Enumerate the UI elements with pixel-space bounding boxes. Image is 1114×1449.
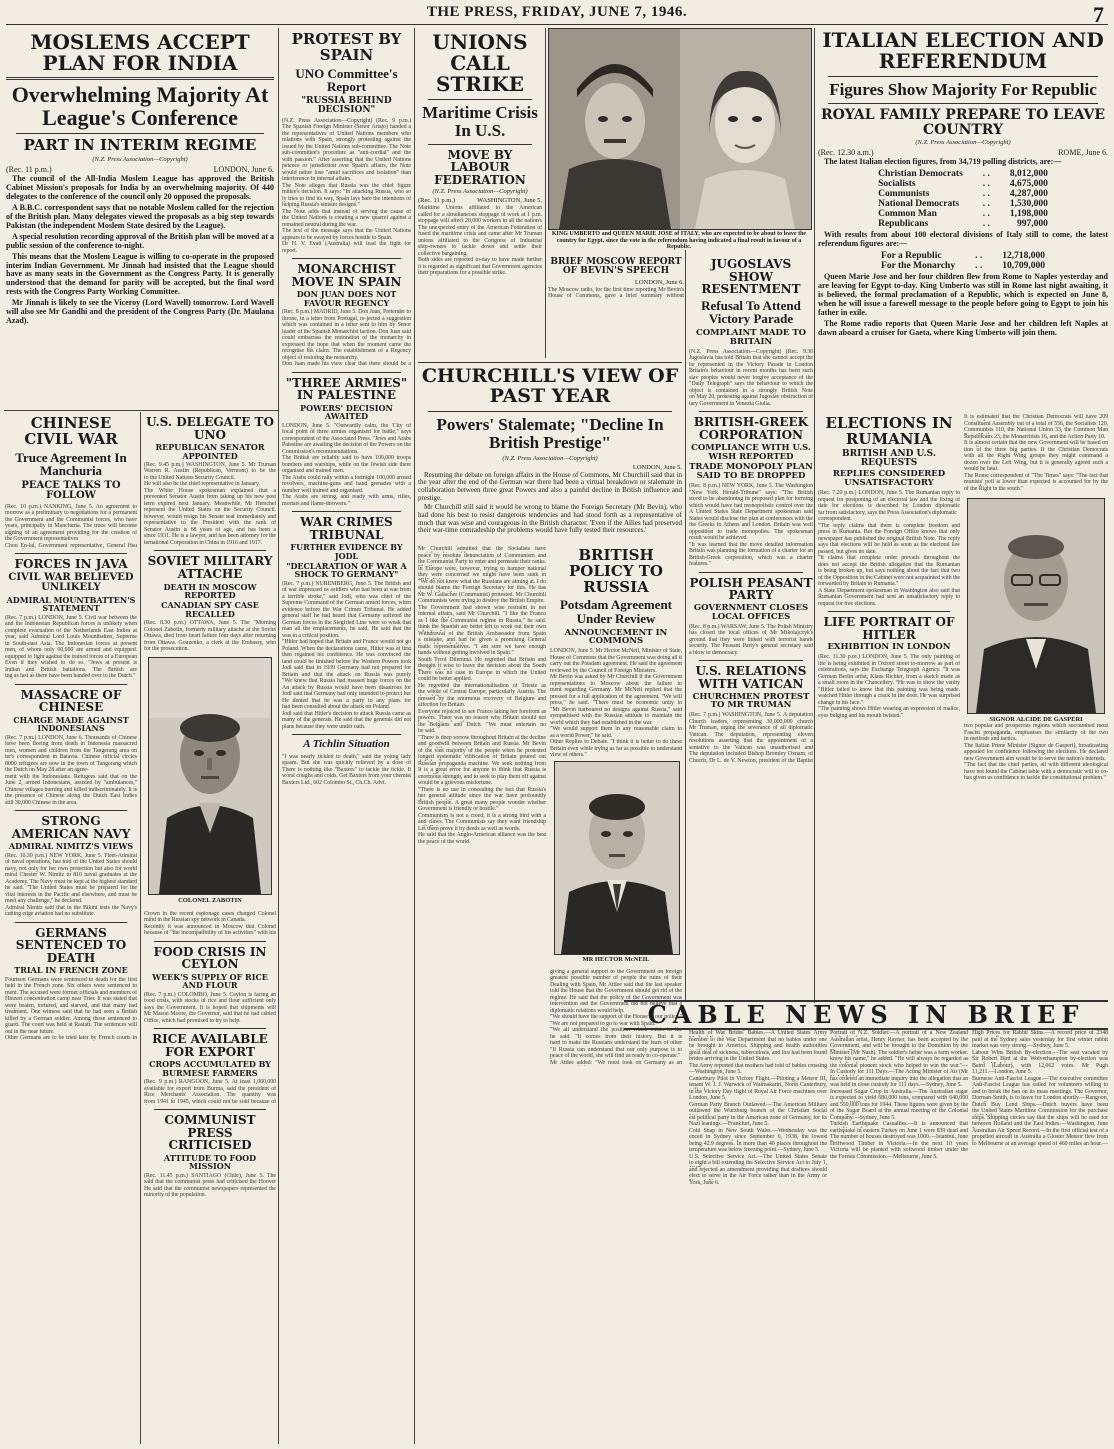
gasperi-column: [964, 414, 1108, 998]
dateline-place: WASHINGTON, June 5.: [477, 197, 542, 205]
potsdam-column: [550, 546, 682, 1444]
communist-press-headline: COMMUNIST PRESS CRITICISED: [164, 1113, 256, 1153]
romania-subdeck: REPLIES CONSIDERED UNSATISFACTORY: [832, 469, 946, 489]
referendum-result-label: For the Monarchy: [881, 261, 956, 272]
potsdam-headline: BRITISH POLICY TO RUSSIA: [568, 546, 663, 596]
italy-subhead: Figures Show Majority For Republic: [829, 80, 1097, 99]
royal-photo-caption: KING UMBERTO and QUEEN MARIE JOSE of ITALY, who are expected to be about to leave the country for Egypt, since the vote in the referendum having indicated a final result in favour of a Republic.: [551, 231, 807, 251]
column-yugo: [689, 256, 813, 998]
section-rule: [4, 410, 278, 411]
churchill-headline: CHURCHILL'S VIEW OF PAST YEAR: [421, 365, 679, 407]
election-result-label: Christian Democrats: [878, 169, 963, 180]
article-text: (Rec. 8 p.m.) MADRID, June 5. Don Juan, Pretender to throne, in a letter from Portugal, re-jected a suggestion which was contained in a letter sent to him by Senor leader of the Spanish Monarchist faction. Don Juan said could embarrass the restoration of the monarchy in expressed the hope that when the moment came the recognise his claim. The establishment of a Regency object of restoring the monarchy. Don Juan made his view clear that there should be a: [282, 309, 411, 368]
navy-headline: STRONG AMERICAN NAVY: [11, 814, 131, 841]
navy-deck: ADMIRAL NIMITZ'S VIEWS: [8, 841, 134, 852]
press-credit: (N.Z. Press Association—Copyright): [432, 188, 528, 196]
column-rule: [278, 28, 279, 1444]
greek-deck: COMPLIANCE WITH U.S. WISH REPORTED: [691, 442, 811, 462]
tichlin-headline: A Tichlin Situation: [303, 738, 390, 751]
zabotin-photo-wrap: [144, 653, 276, 911]
paragraph: Mr Jinnah is likely to see the Viceroy (Lord Wavell) tomorrow. Lord Wavell will also see Mr Gandhi and the president of the Congress Party (Dr. Maulana Azad).: [6, 298, 274, 326]
election-result-votes: 4,287,000: [1009, 189, 1048, 200]
article-text: Crown in the recent espionage cases charged Colonel mind in the Russian spy network in Canada. Recently it was announced in Moscow that Colonel because of "the incompatibility of his activities" with his: [144, 910, 276, 937]
paragraph: A B.B.C. correspondent says that no notable Moslem called for the rejection of the British plan. Many delegates viewed the proposals as a big step towards Pakistan (the independent Moslem State desired by the League).: [6, 202, 274, 230]
cable-col-2: [830, 1030, 968, 1444]
press-credit: (N.Z. Press Association—Copyright): [92, 155, 188, 163]
article-text: Health of War Brides' Babies.—A United States Army member to the War Department that no babies under one be brought to America. Shipping and health authorities great deal of sickness, tuberculosis, and lice had been found brides arriving in the United States. The Army reported that mothers had told of babies crossing —Washington, June 5. Canterbury Pilot in Victory Flight.—Piloting a Meteor III, tenant W. J. J. Warwick of Waimakariri, North Canterbury, in the Victory Day flight of Royal Air Force machines over London, June 5. German Party Branch Outlawed.—The American Military outlawed the Wurzburg branch of the Christian Social est political party in the American zone of Germany, for its Nazi leanings.—Frankfurt, June 5. Cold Snap in New South Wales.—Wednesday was the enced in Sydney since September 6, 1938, the lowest being 42.9 degrees. In more than 40 places throughout the temperature was below freezing point.—Sydney, June 5. U.S. Selective Service Act.—The United States Senate to eight a bill extending the Selective Service Act to July 1, and rejected an amendment providing that draftees should elect to serve in the Air Force rather than in the Army or York, June 6.: [689, 1030, 827, 1186]
java-subhead: CIVIL WAR BELIEVED UNLIKELY: [8, 571, 134, 594]
italy-article: [818, 28, 1108, 413]
article-text: (Rec. 8 p.m.) WARSAW, June 5. The Polish Ministry has closed the local offices of Mr Mikolajczyk's ground that they were linked with terrorist bands security. The Peasant Party's general secretary said a blow to democracy.: [689, 623, 813, 656]
dateline: [548, 279, 684, 286]
paragraph: The council of the All-India Moslem League has approved the British Cabinet Mission's proposals for India by an overwhelming majority. Of 440 delegates to the conference of the council only 20 opposed the proposals.: [6, 173, 274, 201]
masthead-title: THE PRESS, FRIDAY, JUNE 7, 1946.: [426, 4, 688, 20]
war-crimes-headline: WAR CRIMES TRIBUNAL: [300, 515, 393, 542]
article-text: Portrait of N.Z. Soldier.—A portrait of a New Zealand Australian artist, Henry Rayner, has been accepted by the Government, and will be brought to the Dominion by the Minister (Mr Nash). The soldier's father was a farm worker. know his name," he added. "He will always be regarded as the colonial pioneer stock who helped to win the war."— In Custody for 111 Days.—The Acting Minister of Air (Mr has ordered an immediate inquiry into the allegation that an was held in close custody for 111 days.—Sydney, June 5. Increased Sugar Crop in Australia.—The Australian sugar is expected to yield 680,000 tons, compared with 640,000 and 550,000 tons for 1944. These figures were given by the of the Sugar Board at the annual meeting of the Colonial Company.—Sydney, June 5. Turkish Earthquake Casualties.—It is announced that earthquake in eastern Turkey on June 1 were 839 dead and The number of houses destroyed was 1000.—Istanbul, June Driftwood Timber in Victoria.—In the next 10 years Victoria will be planted with softwood timber under the the Forests Commission.—Melbourne, June 5.: [830, 1030, 968, 1160]
column-rule: [414, 28, 415, 1444]
leader-dots: . .: [982, 199, 990, 210]
article-text: (N.Z. Press Association—Copyright) (Rec. 9.30 Jugoslavia has told Britain that she cannot accept the be represented in the Victory Parade in London Britain's behaviour in recent months has been such slav peoples would never forgive acceptance of the "Daily Telegraph" says the behaviour to which the object is contained in a strongly British Note on May 20, protesting against Jugoslav obstruction of tary Government in Venezia Giulia.: [689, 348, 813, 407]
jugoslavs-deck: COMPLAINT MADE TO BRITAIN: [695, 328, 807, 347]
article-text: Fourteen Germans were sentenced to death for the first held in the French zone. Six others were sentenced to ment. The accused were former officials and members of Hinzert concentration camp near Trier. It was stated that were beaten, tortured, and starved, and that many had treatment. One witness said that he had seen a British killed by a German soldier. Among those sentenced to guard. The court was held at Rastatt. The sentences will out in the near future. Other Germans are to be tried later by French courts in: [5, 976, 137, 1042]
article-text: (Rec. 7 p.m.) WASHINGTON, June 5. A deputation Church leaders, representing 30,000,000 church Mr Truman, urging the severance of all diplomatic Vatican. The deputation, representing eleven resolutions asserting that the appointment of a sentative to the Vatican was unauthorised and The deputation included Bishop Bromley Oxnam, of Church, Dr L. de V. Newton, president of the Baptist: [689, 712, 813, 764]
potsdam-subhead: Potsdam Agreement Under Review: [559, 597, 673, 626]
separator: [428, 144, 532, 145]
greek-subdeck: TRADE MONOPOLY PLAN SAID TO BE DROPPED: [689, 462, 813, 482]
referendum-result-votes: 10,709,000: [1002, 261, 1045, 272]
zabotin-photo: [148, 657, 272, 895]
election-result-label: Socialists: [878, 179, 916, 190]
dateline-place: LONDON, June 6.: [634, 278, 684, 286]
article-text: It is estimated that the Christian Democrats will have 209 Constituent Assembly out of a total of 556, the Socialists 120, Communists 110, the National Union 33, the Common Man Republicans 23, the Monarchists 16, and the Action Party 10. It is almost certain that the new Government will be based on tion of the three big parties. If the Christian Democrats with all the Right Wing groups they might command a dozen over the Left Wing, but it is generally agreed such a would be fatal. The Rome correspondent of "The Times" says: "The fact that munists' poll is lower than expected is accounted for by the of the Right in the south.": [964, 414, 1108, 492]
soviet-attache-deck: DEATH IN MOSCOW REPORTED: [163, 581, 257, 601]
article-text: (Rec. 7 p.m.) LONDON, June 6. Thousands of Chinese have been fleeing from death in Indonesia massacred men, women and children from the Tangerang area on ter's correspondent in Batavia. Chinese official circles 8000 refugees are now in the town of Tangerang which the Dutch on May 28 after an agree- ment with the Indonesians. Refugees said that on the June 2, armed Indonesians, assisted by "ambulances," Chinese villages burning and killed indiscriminately. It is the presence of Chinese along the Dutch East Indies still 30,000 Chinese in the area.: [5, 734, 137, 806]
us-delegate-deck: REPUBLICAN SENATOR APPOINTED: [155, 442, 265, 461]
leader-dots: . .: [982, 179, 990, 190]
cable-col-3: [972, 1030, 1108, 1444]
referendum-results-table: [871, 251, 1055, 271]
masthead: [6, 2, 1108, 25]
gasperi-caption: SIGNOR ALCIDE DE GASPERI: [989, 716, 1083, 723]
paragraph: The Rome radio reports that Queen Marie Jose and her children left Naples at dawn aboard a cruiser for Gaeta, where King Umberto will join them.: [818, 318, 1108, 337]
leader-dots: . .: [982, 169, 990, 180]
election-result-label: National Democrats: [878, 199, 960, 210]
china-subhead: Truce Agreement In Manchuria: [15, 449, 127, 479]
massacre-headline: MASSACRE OF CHINESE: [20, 687, 122, 715]
paragraph: With results from about 100 electoral divisions of Italy still to come, the latest referendum figures are:—: [818, 230, 1108, 249]
moslems-headline: MOSLEMS ACCEPT PLAN FOR INDIA: [30, 30, 250, 75]
separator: [828, 103, 1098, 104]
monarchist-headline: MONARCHIST MOVE IN SPAIN: [291, 262, 402, 289]
column-rule: [140, 412, 141, 1444]
hitler-deck: EXHIBITION IN LONDON: [827, 642, 951, 653]
separator: [828, 76, 1098, 77]
referendum-result-label: For a Republic: [881, 251, 942, 262]
article-text: (Rec. 7 p.m.) NUREMBERG, June 5. The British and of war impressed us soldiers who had been at war from a terrible stroke," said Jodl, who was chief of the Supreme Command of the German armed forces, when evidence before the War Crimes Tribunal. He added general staff he had heard that Germany suffered the German forces in the Siegfried Line were so weak that man all the emplacements, he said. He said that the was in a critical position. "Hitler had hoped that Britain and France would not go Poland. When the declarations came, Hitler was at first then regained his confidence. He was convinced the land could be finished before the Western Powers took Jodl said that in 1939 Germany had not prepared for Britain and that the attack on Russia was purely "We knew that Russia had massed huge forces on the An attack by Russia would have been disastrous for Jodl said that Germany had only intended to protect her He denied that he was a party to any plans for had been consulted about the attack on Poland. Jodl said that Hitler's decision to attack Russia came as many of the generals. He said that the generals did not plans because they were under oath.: [282, 580, 411, 730]
election-results-table: [868, 169, 1058, 229]
separator: [15, 922, 127, 923]
jugoslavs-subhead: Refusal To Attend Victory Parade: [701, 297, 801, 327]
article-text: (N.Z. Press Association—Copyright) (Rec. 9 p.m.) The Spanish Foreign Minister (Senor Artajo) handed a the representatives of United Nations members who relations with Spain, strongly protesting against the issued by the United Nations sub-committee. The Note sub-committee's procedure as "anti-cordial" and the with passion." After asserting that the United Nations petence or jurisdiction over Spain's affairs, the Note would rather lose "amid sacrifices and isolation" than interference in internal affairs. The Note alleges that Russia was the chief figure mittee's decision. It says: "In attacking Russia, who so ly tries to find its way, Spain lays bare the intentions of helping Russia's sinister designs." The Note adds that instead of serving the cause of the United Nations is creating a new quarrel against a remained neutral during the war. The text of the message says that the United Nations appears to be swayed by forces hostile to Spain. Dr H. V. Evatt (Australia) will lead the fight for report.: [282, 117, 411, 254]
rice-headline: RICE AVAILABLE FOR EXPORT: [152, 1032, 268, 1059]
churchill-article: [418, 362, 682, 543]
election-result-row: [868, 189, 1058, 199]
article-text: "I was nearly tickled to death," said the young lady spasm. But she was quickly relieved by a dose of There is nothing like "Baxters" to tackle the tickle. It worst coughs and colds. Get Baxters from your chemist Baxters Ltd., 602 Colombo St., Ch.Ch. Advt.: [282, 753, 411, 786]
unions-subhead: Maritime Crisis In U.S.: [422, 103, 538, 140]
unions-article: [418, 30, 542, 356]
vatican-deck: CHURCHMEN PROTEST TO MR TRUMAN: [692, 691, 810, 711]
java-deck: ADMIRAL MOUNTBATTEN'S STATEMENT: [6, 594, 136, 614]
article-text: (Rec. 10 p.m.) NANKING, June 5. An agreement to morrow as a preliminary to negotiations for a permanent the Government and the Communist forces, who have years, principally in Manchuria. The truce will become signing of an agreement providing for the creation of the Government representatives Chou En-lai, Government representative, General Hsu: [5, 503, 137, 549]
article-text: Maritime Unions affiliated to the American called for a simultaneous stoppage of work at 1 p.m. stoppage will affect 20,000 workers in all the nation's The unexpected entry of the American Federation of fused the maritime crisis and came after Mr Truman unions affiliated to the Congress of Industrial ship-owners to tackle down and settle their collective bargaining. Both sides are reported to-day to have made further it is regarded as significant that Government agencies their preparations for a possible strike.: [418, 205, 542, 277]
press-credit: (N.Z. Press Association—Copyright): [915, 139, 1011, 147]
cable-news-banner: CABLE NEWS IN BRIEF: [624, 1000, 1108, 1030]
war-crimes-quote: "DECLARATION OF WAR A SHOCK TO GERMANY": [286, 561, 407, 580]
separator: [699, 572, 803, 573]
unions-deck: MOVE BY LABOUR FEDERATION: [434, 147, 526, 187]
election-result-votes: 997,000: [1017, 219, 1048, 230]
romania-deck: BRITISH AND U.S. REQUESTS: [842, 448, 936, 468]
separator: [699, 660, 803, 661]
article-text: (Rec. 9.45 p.m.) WASHINGTON, June 5. Mr Truman Warren R. Austin (Republican, Vermont) to be the to the United Nations Security Council. He will also be the chief representative in January. The White House spokesman explained that a prevented Senator Austin from taking up his new post term expired next January. Meanwhile, Mr Herschel represent the United States on the Security Council. however, would resign his Senate seat immediately and representative to the President with the rank of Senator Austin is 68 years of age, and has been a since 1931. He is a lawyer, and has been attorney for the ternational Corporation in China in 1916 and 1917.: [144, 461, 276, 546]
article-text: (Rec. 8.30 p.m.) OTTAWA, June 5. The "Morning Colonel Zabotin, formerly military attache at the Soviet Ottawa, died from heart failure four days after returning from Ottawa. Gouzenko, a clerk at the Embassy, who for the prosecution.: [144, 620, 276, 653]
potsdam-deck: ANNOUNCEMENT IN COMMONS: [564, 627, 668, 647]
article-text: (Rec. 7.20 p.m.) LONDON, June 5. The Rumanian reply to request for postponing of an electoral law and the fixing of date for elections is described by London diplomatic far from satisfactory, says the Press Association's diplomatic correspondent. "The reply claims that there is complete freedom and press in Rumania. But the Foreign Office knows that only newspaper has published the original British Note. The reply says that elections will be held as soon as the electoral law passed, but gives no date. "It claims that complete order prevails throughout the does not accept the British allegation that the Rumanian is being broken up, but says nothing about the fact that two of the Opposition in the Cabinet were not acquainted with the forwarded by Britain to Rumania." A State Department spokesman in Washington also said that Rumanian Government had sent an unsatisfactory reply to request for free elections.: [818, 490, 960, 607]
election-result-label: Republicans: [878, 219, 929, 230]
unions-headline: UNIONS CALL STRIKE: [432, 30, 528, 96]
mcneil-photo: [554, 761, 680, 955]
article-text: (Rec. 7 p.m.) LONDON, June 5. Civil war between the and the Indonesian Republican forces is unlikely when complete evacuation of the Netherlands East Indies at year, said Admiral Lord Louis Mountbatten, Supreme in South-east Asia. The Indonesian forces at present men, of whom only 60,000 are armed and equipped. equipped to fight against the trained forces of a European Even if they wished to do so. "Jews at present is Indian and British battalions. The British are ing as fast as there have been handed over to the Dutch.": [5, 614, 137, 680]
article-text: LONDON, June 5. "Outwardly calm, the 'City of focal point of three armies organised for battle," says correspondent of the Associated Press. "Jews and Arabs Palestine are awaiting the decision of the Powers on the Commission's recommendations. The British are reliably said to have 100,000 troops bombers and warships, while on the Jewish side there organised and trained men. The Arabs could rally within a fortnight 100,000 armed revolvers, machine-guns and hand grenades with a number well trained and organised. The Arabs are strong, and ready with arms, rifles, mortars and flame-throwers.": [282, 422, 411, 507]
churchill-body-left: [418, 546, 546, 1444]
hitler-headline: LIFE PORTRAIT OF HITLER: [823, 615, 955, 642]
royal-photo: [548, 28, 812, 230]
royal-photo-block: [548, 28, 812, 254]
paragraph: Resuming the debate on foreign affairs in the House of Commons, Mr Churchill said that in the year after the end of the German war there had been a virtual breakdown or stalemate in collaboration between three great Powers and also a painful decline in British influence and prestige.: [418, 470, 682, 502]
us-delegate-headline: U.S. DELEGATE TO UNO: [146, 415, 274, 442]
double-rule: [6, 77, 274, 80]
italy-headline: ITALIAN ELECTION AND REFERENDUM: [822, 28, 1104, 73]
leader-dots: . .: [975, 251, 983, 262]
rice-deck: CROPS ACCUMULATED BY BURMESE FARMERS: [149, 1059, 271, 1078]
separator: [699, 411, 803, 412]
dateline-place: ROME, June 6.: [1058, 148, 1108, 158]
bevin-headline: BRIEF MOSCOW REPORT OF BEVIN'S SPEECH: [550, 257, 682, 277]
referendum-result-votes: 12,718,000: [1002, 251, 1045, 262]
separator: [15, 810, 127, 811]
monarchist-deck: DON JUAN DOES NOT FAVOUR REGENCY: [296, 289, 397, 308]
article-text: (Rec. 11.45 p.m.) SANTIAGO (Chile), June 5. The said that the communist press had criticised the Hoover He said that the communist newspapers represented the minority of the population.: [144, 1172, 276, 1199]
polish-deck: GOVERNMENT CLOSES LOCAL OFFICES: [693, 602, 809, 622]
article-text: (Rec. 10.30 p.m.) NEW YORK, June 5. Fleet-Admiral of naval operations, has told of the United States should navy, not only for her own protection but also for world miral Chester W. Nimitz to 810 naval graduates at the Academy. The Navy must be kept at the highest standard he said. "The United States must be prepared for the vital interests in the Pacific and elsewhere, and must be meet any challenge," he declared. Admiral Nimitz said that in the Bikini tests the Navy's cutting edge aviation had no substitute.: [5, 852, 137, 918]
dateline: [418, 464, 682, 471]
bevin-article: [548, 256, 684, 356]
dateline-rec: (Rec. 12.30 a.m.): [818, 148, 874, 158]
separator: [828, 611, 950, 612]
election-result-row: [868, 199, 1058, 209]
germans-deck: TRIAL IN FRENCH ZONE: [14, 965, 128, 976]
communist-press-deck: ATTITUDE TO FOOD MISSION: [163, 1152, 257, 1172]
election-result-votes: 8,012,000: [1009, 169, 1048, 180]
column-rule: [685, 250, 686, 1000]
java-headline: FORCES IN JAVA: [14, 557, 128, 572]
dateline: [6, 165, 274, 174]
moslems-article: [6, 30, 274, 410]
article-text: (Rec. 8 p.m.) NEW YORK, June 5. The Washington "New York Herald-Tribune" says: "The British stood to be abandoning its proposed plan for forming which would have had monopolistic control over the A United States State Department spokesman said States would disclose the plan at conferences with the the Greeks in Athens and London. Britain was well opposition to trade monopolies. The spokesman result would be achieved. "It was learned that the move detailed information Britain was planning the formation of a charter for an British-Greek corporation, which was a charter features.": [689, 483, 813, 568]
separator: [292, 511, 401, 512]
separator: [154, 1109, 266, 1110]
separator: [154, 941, 266, 942]
article-text: two popular and prosperous regions which succumbed most Fascist propaganda, emphasises the similarity of the two in methods and tactics. The Italian Prime Minister (Signor de Gasperi), broadcasting appealed for confidence following the elections. He declared new Government aim would be to serve the nation's interests. "The fact that the chief parties, all with different ideological have not found the Cabinet table with a democratic will to co- has given us confidence to tackle the constitutional problem.": [964, 723, 1108, 782]
paragraph: The latest Italian election figures, from 34,719 polling districts, are:—: [824, 157, 1062, 167]
separator: [16, 133, 264, 134]
separator: [15, 553, 127, 554]
column-a: [5, 414, 137, 1444]
dateline: [818, 148, 1108, 157]
china-headline: CHINESE CIVIL WAR: [24, 414, 118, 448]
leader-dots: . .: [982, 219, 990, 230]
ceylon-headline: FOOD CRISIS IN CEYLON: [153, 944, 267, 972]
article-text: (Rec. 9 p.m.) RANGOON, June 5. At least 1,000,000 available for export from Burma, said the president of Rice Merchants' Association. The quantity was from 1941 to 1945, which could not be sold because of: [144, 1079, 276, 1105]
dateline-rec: (Rec. 11 p.m.): [418, 197, 456, 205]
leader-dots: . .: [982, 209, 990, 220]
column-b: [282, 30, 411, 1444]
article-text: (Rec. 11.30 p.m.) LONDON, June 5. The only painting of life is being exhibited in Oxford street to-morrow as part of celebrations, says the Exchange Telegraph Agency. "It was German Berlin artist, Klaus Richter, from a sketch made as a small room in the Chancellery. "He was to show the vanity "Hitler failed to know that this painting was being made. watched Hitler through a crack in the door. He was surprised change in his face." "The painting shows Hitler wearing an expression of malice, eyes bulging and his mouth twisted.": [818, 654, 960, 719]
germans-headline: GERMANS SENTENCED TO DEATH: [15, 925, 127, 965]
soviet-attache-subdeck: CANADIAN SPY CASE RECALLED: [161, 600, 259, 619]
greek-headline: BRITISH-GREEK CORPORATION: [693, 415, 809, 442]
article-text: High Prices for Rabbit Skins.—A record price of 2348 paid at the Sydney sales yesterday for first winter rabbit market was very strong.—Sydney, June 5. Labour Wins British By-election.—The seat vacated by Sir Robert Bird at the Wolverhampton by-election was Baird (Labour), with 12,062 votes. Mr Pugh 11,211.—London, June 5. Burmese Anti-Fascist League.—The executive committee Anti-Fascist League has called for volunteers willing to and to break the ban on its mass meetings. The Governor, Dorman-Smith, is to leave for London shortly.—Rangoon, Dutch Buy Lend Ships.—Dutch buyers have been the United States Maritime Commission for the purchase ships. Shipping circles say that the ships will be used for between Holland and the East Indies.—Washington, June Australian Air Speed Record.—In the first official test of a propelled aircraft in Australia a Gloster Meteor flew from to Melbourne at an average speed of 460 miles an hour.—: [972, 1030, 1108, 1147]
election-result-row: [868, 219, 1058, 229]
election-result-row: [868, 179, 1058, 189]
zabotin-caption: COLONEL ZABOTIN: [178, 896, 242, 904]
massacre-deck: CHARGE MADE AGAINST INDONESIANS: [13, 714, 129, 734]
war-crimes-deck: FURTHER EVIDENCE BY JODL: [290, 542, 403, 561]
spain-headline: PROTEST BY SPAIN: [291, 30, 402, 64]
moslems-subhead: Overwhelming Majority At League's Conference: [11, 82, 269, 131]
mcneil-photo-wrap: [550, 759, 682, 969]
palestine-headline: "THREE ARMIES" IN PALESTINE: [285, 375, 408, 403]
separator: [154, 1028, 266, 1029]
article-text: giving a general support to the Government on foreign greatest possible number of people the ruins of their Dealing with Spain, Mr Attlee said that the last speaker told the House that the Government should get rid of the regime. He said that the policy of the Government was intervention and the Government did not believe that a diplomatic relations would help. "We should have the support of the House in our policy," "We are not prepared to go to war with Spain." "We all understand the position which exists in the he said. "It comes from their history. But it is hard to make the Russians understand the fears of other "If Russia can understand that our only purpose is to peace of the world, she will find us ready to co-operate." Mr Attlee added: "We must look on Germany as an: [550, 968, 682, 1066]
dateline-rec: (Rec. 11 p.m.): [6, 164, 52, 174]
romania-headline: ELECTIONS IN RUMANIA: [825, 414, 953, 448]
election-result-votes: 1,530,000: [1009, 199, 1048, 210]
referendum-result-row: [871, 251, 1055, 261]
china-deck: PEACE TALKS TO FOLLOW: [21, 479, 121, 502]
page-number: 7: [1093, 2, 1104, 27]
separator: [292, 258, 401, 259]
ceylon-deck: WEEK'S SUPPLY OF RICE AND FLOUR: [152, 971, 268, 991]
paragraph: A special resolution recording approval of the British plan will be moved at a public session of the conference to-night.: [6, 231, 274, 250]
separator: [154, 550, 266, 551]
referendum-result-row: [871, 261, 1055, 271]
palestine-deck: POWERS' DECISION AWAITED: [300, 402, 393, 422]
column-c: [144, 414, 276, 1444]
separator: [292, 734, 401, 735]
leader-dots: . .: [982, 189, 990, 200]
article-text: (Rec. 7 p.m.) COLOMBO, June 5. Ceylon is facing an food crisis, with stocks of rice and flour sufficient only says the Government. It is hoped that shipments will Mr Mason Moore, the Governor, said that he had cabled Office, which had promised to try to help.: [144, 991, 276, 1024]
separator: [428, 99, 532, 100]
romania-column: [818, 414, 960, 998]
column-rule: [545, 28, 546, 358]
election-result-label: Communists: [878, 189, 930, 200]
moslems-deck: PART IN INTERIM REGIME: [23, 136, 257, 155]
article-text: The Moscow radio, for the first time reporting Mr Bevin's House of Commons, gave a brief summary without: [548, 286, 684, 300]
polish-headline: POLISH PEASANT PARTY: [689, 575, 813, 603]
election-result-row: [868, 169, 1058, 179]
mcneil-caption: MR HECTOR McNEIL: [582, 955, 650, 963]
dateline-place: LONDON, June 5.: [632, 463, 682, 471]
column-rule: [814, 28, 815, 1003]
separator: [15, 684, 127, 685]
paragraph: This means that the Moslem League is willing to co-operate in the proposed interim Indian Government. Mr Jinnah had insisted that the League should have as many seats in the Government as the Congress Party. It is generally understood that the demand for parity will be accepted, but the final word rests with the Congress Party Working Committee.: [6, 251, 274, 297]
press-credit: (N.Z. Press Association—Copyright): [502, 454, 598, 462]
paragraph: Mr Churchill still said it would be wrong to blame the Foreign Secretary (Mr Bevin), who had done his best to resist dangerous tendencies and had stood forth as a representative of much that was wise and courageous in the British character. 'Even if the Allies had preserved their war-time comradeship the problems would have fully tested their resources.': [418, 503, 682, 535]
italy-deck: ROYAL FAMILY PREPARE TO LEAVE COUNTRY: [820, 106, 1106, 138]
spain-quote: "RUSSIA BEHIND DECISION": [301, 95, 392, 116]
cable-col-1: [689, 1030, 827, 1444]
election-result-votes: 1,198,000: [1009, 209, 1048, 220]
election-result-row: [868, 209, 1058, 219]
dateline: [418, 197, 542, 204]
dateline-place: LONDON, June 6.: [213, 164, 274, 174]
election-result-votes: 4,675,000: [1009, 179, 1048, 190]
separator: [428, 411, 672, 412]
paragraph: Queen Marie Jose and her four children flew from Rome to Naples yesterday and are leaving for Egypt to-day. King Umberto was still in Rome last night awaiting, it is believed, the formal proclamation of a Republic, which is expected on June 8, when he will issue a farewell message to the people before going to Egypt to join his father in exile.: [818, 272, 1108, 317]
article-text: Mr Churchill admitted that the Socialists have peace by resolute denunciation of Communism and the Communist Party to enter and permeate their ranks. in Europe were, however, trying to hamper national they were concerned we might have been sunk in "We do not know what the Russians are aiming at. I do should blame the Foreign Secretary for this. He has Mr W. Gallacher (Communist) protested. Mr Churchill Communists were trying to destroy the British Empire. The Government had shown wise restraint in not internal affairs, said Mr Churchill. "I like the Franco as I like the Communist regime in Russia," he said. think the Spanish are better left to work out their own Withdrawal of the British Ambassador from Spain a mistake, and had he given a promising General matic representatives. "I am sure we have enough hands without getting involved in Spain." South Tyrol Dilemma. He regretted that Britain and thought it wise to leave the decision about the South There was no case in Europe in which the United could be better applied. He regretted the internationalisation of Trieste as the whole of Central Europe, particularly Austria. The pressed by the enormous recovery of Belgium and affection for Britain. Everyone rejoiced to see France taking her forefront as powers. There was no reason why Britain should not the Belgians and Dutch. "We must entertain no he said. "There is deep sorrow throughout Britain at the decline and goodwill between Britain and Russia. Mr Bevin of the vast majority of the people when he protested longed systematic vilification of Britain poured out Russian propaganda machine. We seek nothing from It is a great error for anyone to think that Russia is enormous strength, and to seek to play them off against would be a grievous misfortune. "There is no use in concealing the fact that Russia's her general attitude since the war have profoundly British people. A great many people wonder whether Government is friendly or hostile." Communism is not a creed; it is a strong bird with a and claws. The Communists say they want friendship Let them prove it by deeds as well as words. He said that the Anglo-American alliance was the best the peace of the world.: [418, 546, 546, 845]
soviet-attache-headline: SOVIET MILITARY ATTACHE: [147, 554, 273, 582]
jugoslavs-headline: JUGOSLAVS SHOW RESENTMENT: [701, 257, 801, 297]
election-result-label: Common Man: [878, 209, 937, 220]
leader-dots: . .: [975, 261, 983, 272]
spain-subhead: UNO Committee's Report: [295, 65, 398, 95]
separator: [292, 372, 401, 373]
vatican-headline: U.S. RELATIONS WITH VATICAN: [695, 664, 807, 691]
churchill-subhead: Powers' Stalemate; "Decline In British Prestige": [436, 414, 664, 452]
gasperi-photo: [967, 498, 1105, 714]
article-text: LONDON, June 5. Mr Hector McNeil, Minister of State, House of Commons that the Government was doing all it carry out the Potsdam agreement. He said the agreement reviewed by the Council of Foreign Ministers. Mr Bevin was asked by Mr Churchill if the Government representations to Moscow about the failure to ment regarding Germany. Mr McNeil replied that the pressed for a full application of the agreement. "We will press," he said. "There must be economic unity in "Mr Bevin harboured no designs against Russia," said sympathised with the Russian attitude to maintain the world which they had established in the war. "We would support them in any reasonable claim to as a world Power," he said. Other Replies to Debate. "I think it is better to do these Britain even while trying as far as possible to understand view of others.": [550, 648, 682, 759]
